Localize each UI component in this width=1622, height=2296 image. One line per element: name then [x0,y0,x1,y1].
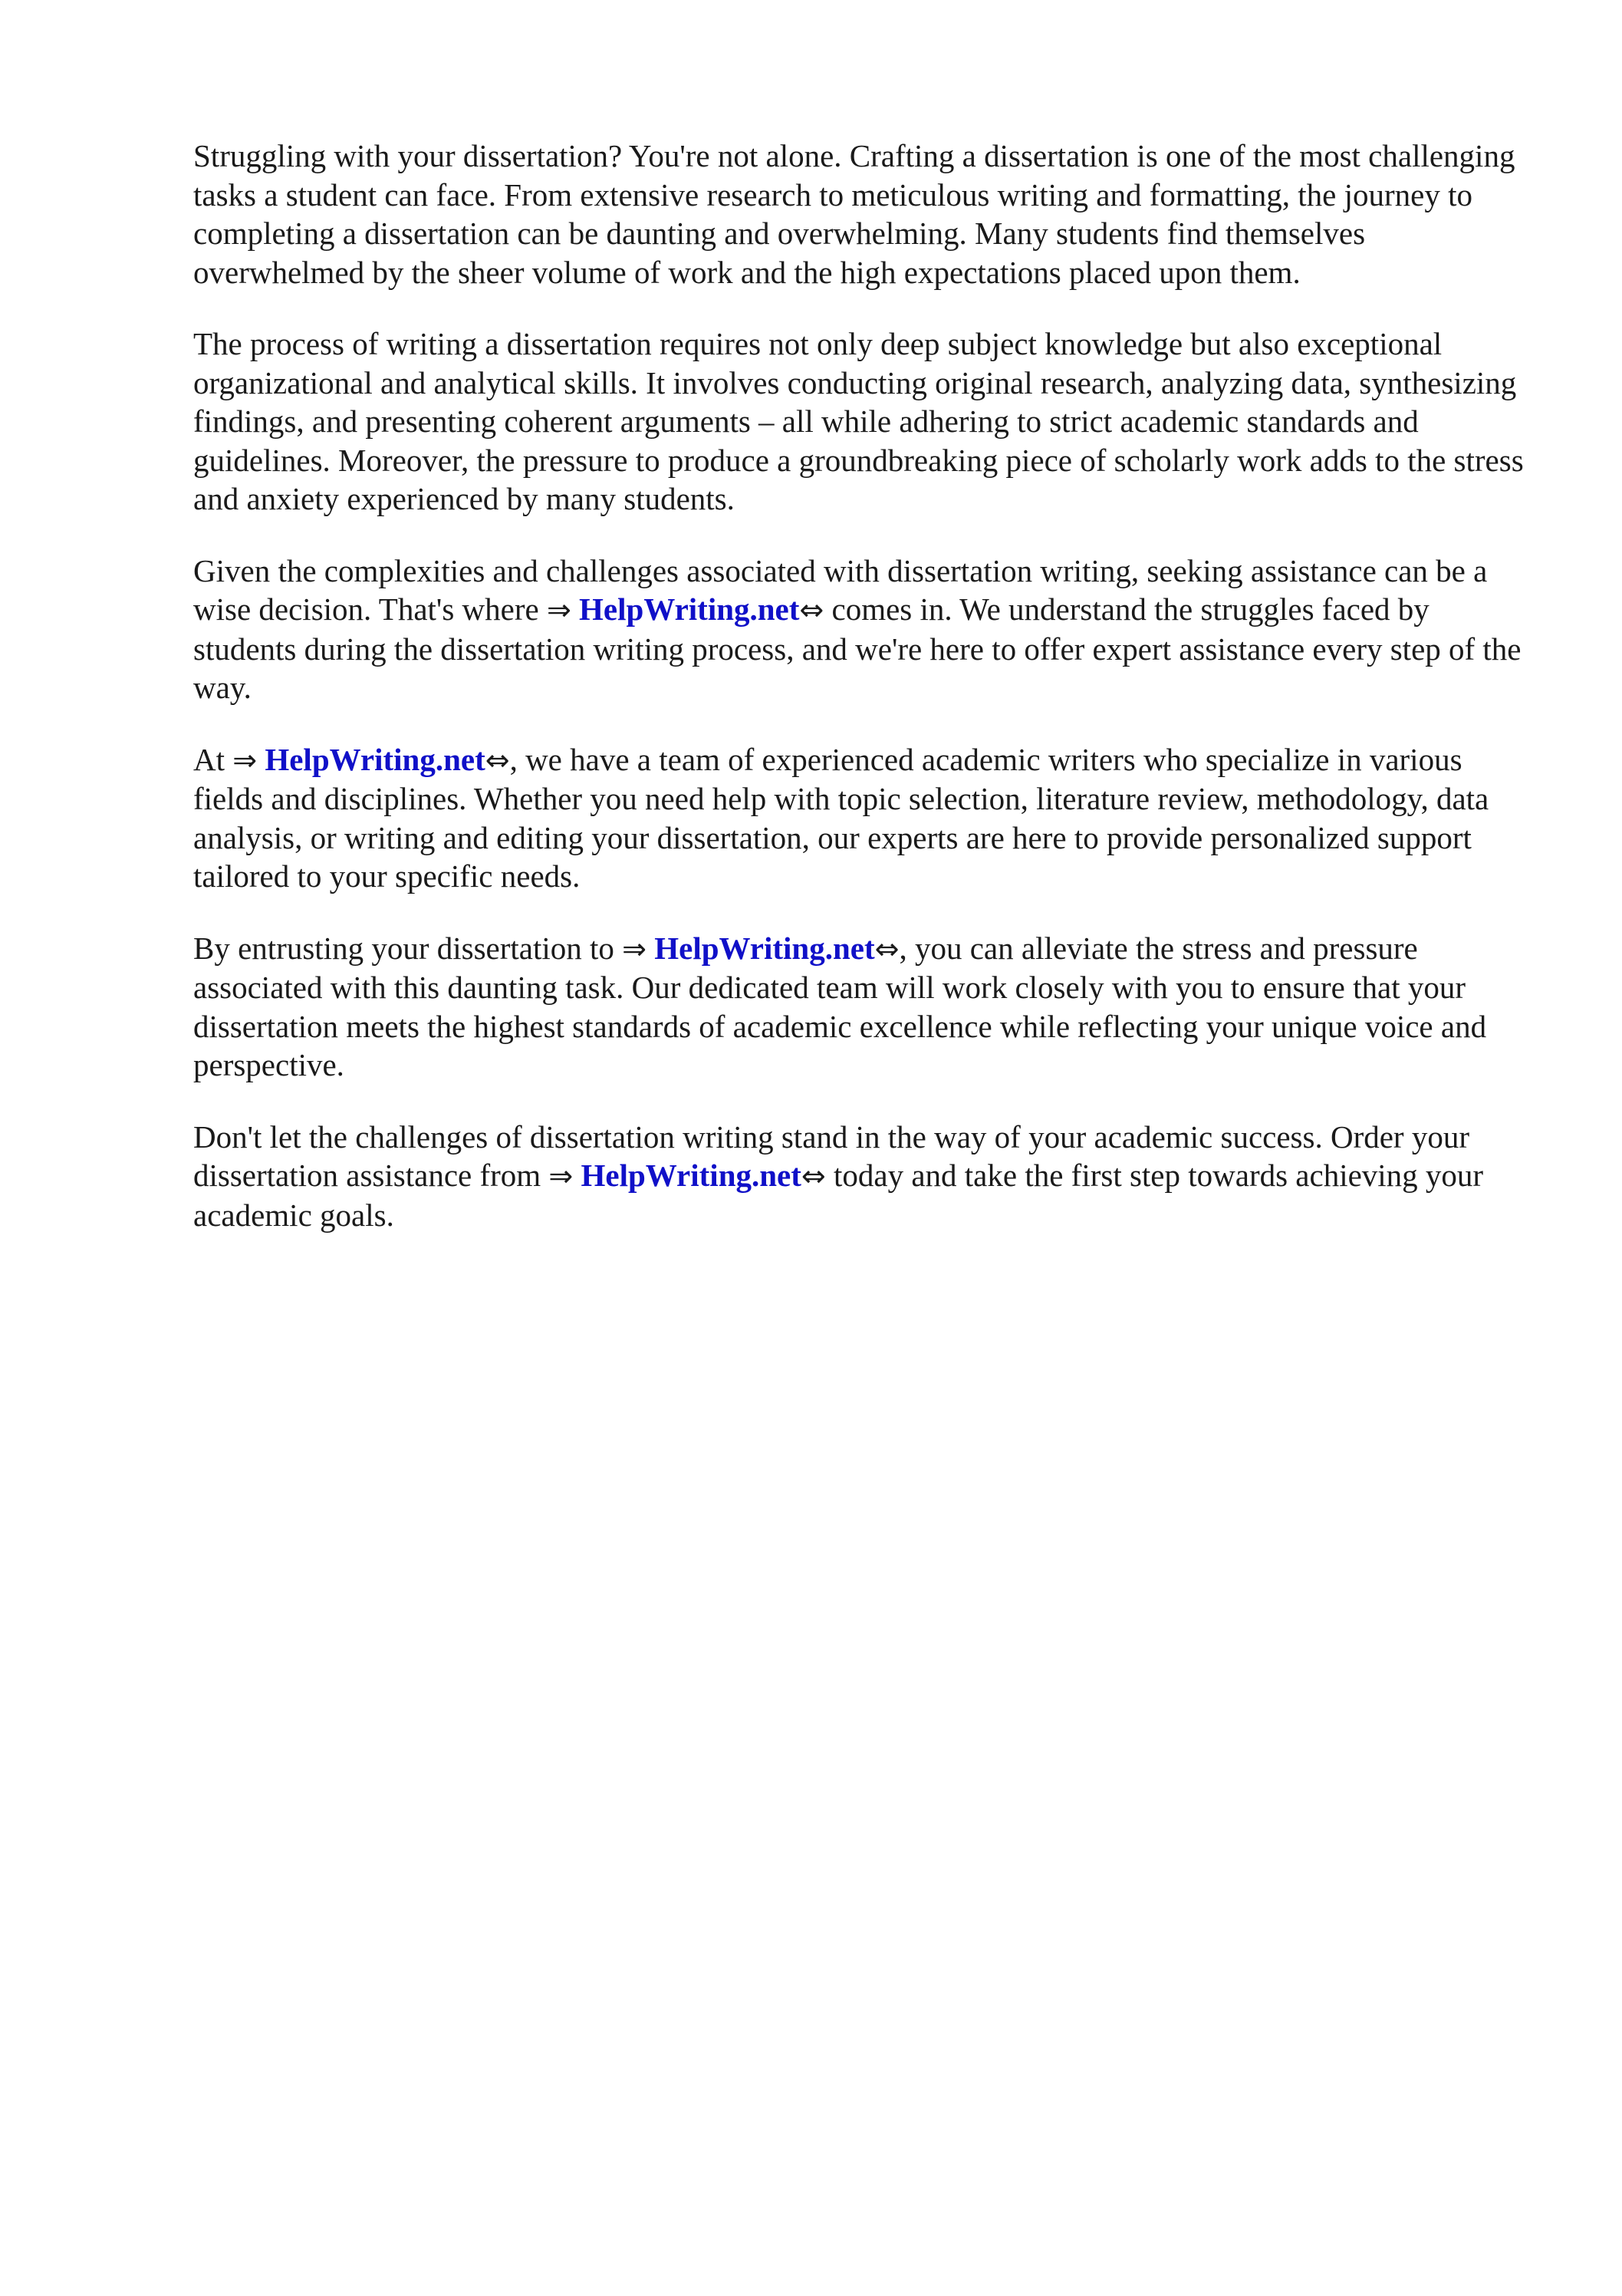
document-page [193,137,1535,1267]
left-right-double-arrow-icon: ⇔ [874,931,900,966]
paragraph-text-after: , we have a team of experienced academic writers who specialize in various fields and disciplines. Whether you need help with topic selection, literature review, methodology, data analysis, or writing and editing your dissertation, our experts are here to provide personalized support tailored to your specific needs. [193,741,1489,894]
paragraph-text: Struggling with your dissertation? You're not alone. Crafting a dissertation is one of the most challenging tasks a student can face. From extensive research to meticulous writing and formatting, the journey to completing a dissertation can be daunting and overwhelming. Many students find themselves overwhelmed by the sheer volume of work and the high expectations placed upon them. [193,138,1515,290]
paragraph-closing [193,1118,1535,1235]
right-double-arrow-icon: ⇒ [548,1159,574,1193]
left-right-double-arrow-icon: ⇔ [799,593,824,627]
paragraph-text-before: At [193,741,225,777]
paragraph-text-before: By entrusting your dissertation to [193,930,614,966]
helpwriting-link[interactable]: HelpWriting.net [581,1158,801,1193]
helpwriting-link[interactable]: HelpWriting.net [654,930,875,966]
left-right-double-arrow-icon: ⇔ [485,743,510,777]
paragraph-text-after: today and take the first step towards achieving your academic goals. [193,1158,1484,1233]
paragraph-assistance [193,552,1535,707]
paragraph-text-before: Given the complexities and challenges associated with dissertation writing, seeking assistance can be a wise decision. That's where [193,552,1488,627]
helpwriting-link[interactable]: HelpWriting.net [265,741,485,777]
right-double-arrow-icon: ⇒ [232,743,258,777]
paragraph-text-before: Don't let the challenges of dissertation writing stand in the way of your academic success. Order your dissertation assistance from [193,1118,1469,1193]
paragraph-text-after: , you can alleviate the stress and pressure associated with this daunting task. Our dedicated team will work closely with you to ensure that your dissertation meets the highest standards of academic excellence while reflecting your unique voice and perspective. [193,930,1487,1082]
paragraph-team [193,740,1535,896]
right-double-arrow-icon: ⇒ [546,593,571,627]
paragraph-intro [193,137,1535,292]
paragraph-text: The process of writing a dissertation requires not only deep subject knowledge but also exceptional organizational and analytical skills. It involves conducting original research, analyzing data, synthesizing findings, and presenting coherent arguments – all while adhering to strict academic standards and guidelines. Moreover, the pressure to produce a groundbreaking piece of scholarly work adds to the stress and anxiety experienced by many students. [193,326,1524,516]
paragraph-text-after: comes in. We understand the struggles faced by students during the dissertation writing process, and we're here to offer expert assistance every step of the way. [193,591,1522,705]
helpwriting-link[interactable]: HelpWriting.net [579,591,800,627]
left-right-double-arrow-icon: ⇔ [801,1159,826,1193]
right-double-arrow-icon: ⇒ [622,931,646,966]
paragraph-entrusting [193,929,1535,1085]
paragraph-process [193,324,1535,519]
